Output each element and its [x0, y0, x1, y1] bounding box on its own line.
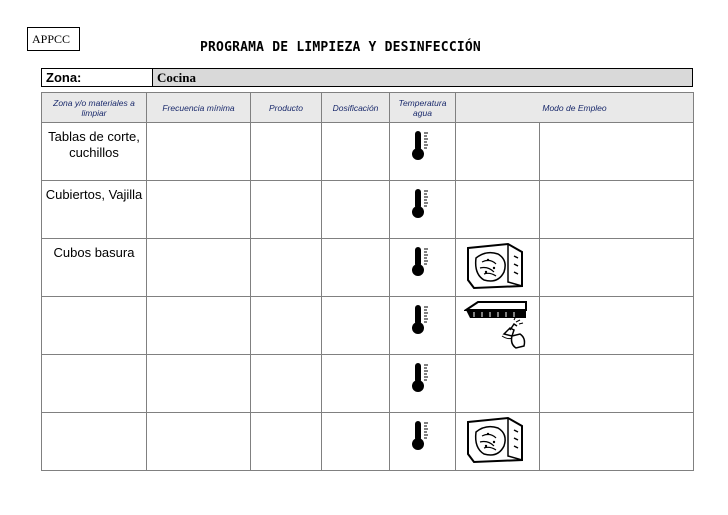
- usage-cell[interactable]: [540, 239, 694, 297]
- product-cell[interactable]: [251, 355, 322, 413]
- zone-cell[interactable]: [42, 181, 147, 239]
- usage-pictogram-cell[interactable]: [456, 123, 540, 181]
- header-zone: Zona y/o materiales a limpiar: [42, 93, 147, 123]
- frequency-cell[interactable]: [147, 297, 251, 355]
- header-row: [42, 93, 694, 123]
- spraying-extractor-hood-icon: [464, 300, 530, 350]
- temperature-cell[interactable]: [390, 413, 456, 471]
- zona-bar: [41, 68, 693, 87]
- dosage-cell[interactable]: [322, 413, 390, 471]
- temperature-cell[interactable]: [390, 239, 456, 297]
- zone-cell[interactable]: [42, 355, 147, 413]
- product-cell[interactable]: [251, 123, 322, 181]
- table-row: [42, 297, 694, 355]
- frequency-cell[interactable]: [147, 123, 251, 181]
- zone-cell[interactable]: [42, 413, 147, 471]
- header-temperature: Temperatura agua: [390, 93, 456, 123]
- product-cell[interactable]: [251, 181, 322, 239]
- header-frequency: Frecuencia mínima: [147, 93, 251, 123]
- thermometer-icon: [411, 361, 435, 393]
- zone-cell[interactable]: [42, 239, 147, 297]
- header-usage: Modo de Empleo: [456, 93, 694, 123]
- thermometer-icon: [411, 129, 435, 161]
- dosage-cell[interactable]: [322, 123, 390, 181]
- zone-text: Cubiertos, Vajilla: [45, 187, 143, 202]
- dosage-cell[interactable]: [322, 181, 390, 239]
- frequency-cell[interactable]: [147, 413, 251, 471]
- header-product: Producto: [251, 93, 322, 123]
- zone-text: Cubos basura: [53, 245, 135, 260]
- thermometer-icon: [411, 303, 435, 335]
- usage-pictogram-cell[interactable]: [456, 355, 540, 413]
- dosage-cell[interactable]: [322, 355, 390, 413]
- table-row: [42, 123, 694, 181]
- table-row: [42, 355, 694, 413]
- zona-value[interactable]: Cocina: [153, 69, 692, 86]
- zone-text: Tablas de corte, cuchillos: [48, 129, 140, 160]
- frequency-cell[interactable]: [147, 181, 251, 239]
- cleaning-schedule-table: [41, 92, 694, 471]
- usage-cell[interactable]: [540, 413, 694, 471]
- usage-pictogram-cell[interactable]: [456, 413, 540, 471]
- product-cell[interactable]: [251, 413, 322, 471]
- wiping-surface-icon: [464, 242, 526, 290]
- product-cell[interactable]: [251, 239, 322, 297]
- usage-cell[interactable]: [540, 355, 694, 413]
- frequency-cell[interactable]: [147, 355, 251, 413]
- appcc-badge: APPCC: [27, 27, 80, 51]
- zone-text: [42, 297, 146, 303]
- usage-pictogram-cell[interactable]: [456, 181, 540, 239]
- zone-text: [42, 355, 146, 361]
- usage-cell[interactable]: [540, 297, 694, 355]
- zone-text: [42, 413, 146, 419]
- temperature-cell[interactable]: [390, 355, 456, 413]
- temperature-cell[interactable]: [390, 123, 456, 181]
- dosage-cell[interactable]: [322, 239, 390, 297]
- product-cell[interactable]: [251, 297, 322, 355]
- thermometer-icon: [411, 419, 435, 451]
- temperature-cell[interactable]: [390, 297, 456, 355]
- thermometer-icon: [411, 245, 435, 277]
- zone-cell[interactable]: [42, 123, 147, 181]
- table-row: [42, 239, 694, 297]
- dosage-cell[interactable]: [322, 297, 390, 355]
- temperature-cell[interactable]: [390, 181, 456, 239]
- wiping-surface-icon: [464, 416, 526, 464]
- frequency-cell[interactable]: [147, 239, 251, 297]
- usage-pictogram-cell[interactable]: [456, 239, 540, 297]
- zona-label: Zona:: [42, 69, 153, 86]
- usage-cell[interactable]: [540, 181, 694, 239]
- usage-cell[interactable]: [540, 123, 694, 181]
- zone-cell[interactable]: [42, 297, 147, 355]
- table-row: [42, 413, 694, 471]
- thermometer-icon: [411, 187, 435, 219]
- usage-pictogram-cell[interactable]: [456, 297, 540, 355]
- page-title: PROGRAMA DE LIMPIEZA Y DESINFECCIÓN: [200, 40, 481, 55]
- header-dosage: Dosificación: [322, 93, 390, 123]
- table-row: [42, 181, 694, 239]
